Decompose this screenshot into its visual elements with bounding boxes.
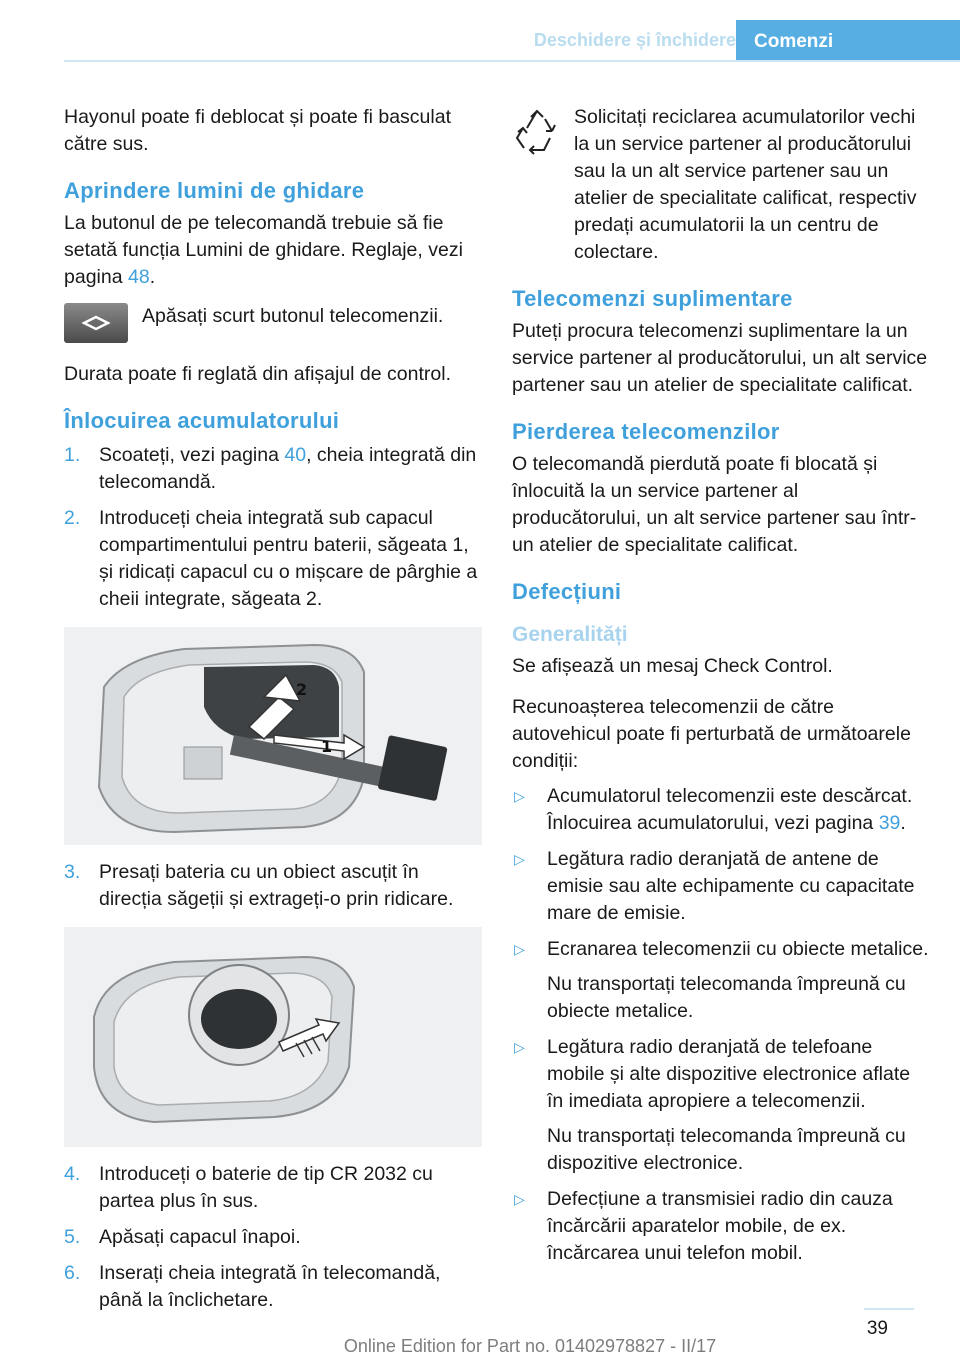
figure-battery-removal (64, 927, 482, 1147)
guide-paragraph: La butonul de pe telecomandă trebuie să fie setată funcția Lumini de ghidare. Reglaje, vezi pagina 48. (64, 212, 463, 288)
step-item: 4. Introduceți o baterie de tip CR 2032 cu partea plus în sus. (64, 1163, 433, 1212)
page-link-40[interactable]: 40 (284, 444, 307, 466)
duration-text: Durata poate fi reglată din afișajul de control. (64, 363, 451, 385)
step-item: 1. Scoateți, vezi pagina 40, cheia integrată din telecomandă. (64, 444, 477, 493)
heading-guide-lights: Aprindere lumini de ghidare (64, 178, 365, 203)
heading-extra-remotes: Telecomenzi suplimentare (512, 286, 793, 311)
recycle-icon (512, 108, 562, 163)
remote-button-instruction (64, 303, 482, 343)
lost-remotes-text: O telecomandă pierdută poate fi blocată și înlocuită la un service partener al producătorului, un alt service partener sau într-un atelier de specialitate calificat. (512, 453, 917, 556)
key-illustration (64, 627, 482, 845)
chapter-tab: Comenzi (736, 20, 960, 62)
triangle-bullet-icon: ▷ (514, 1039, 525, 1055)
right-column (512, 104, 930, 1276)
triangle-bullet-icon: ▷ (514, 1191, 525, 1207)
arrow-label-2: 2 (296, 680, 308, 699)
left-column (64, 104, 482, 1323)
header-rule (64, 60, 960, 62)
heading-battery-replace: Înlocuirea acumulatorului (64, 408, 340, 433)
list-item: ▷ Legătura radio deranjată de telefoane mobile și alte dispozitive electronice aflate în imediata apropiere a telecomenzii. Nu transportați telecomanda împreună cu dispozitive electronice. (512, 1034, 930, 1177)
figure-key-removal (64, 627, 482, 845)
footer-edition: Online Edition for Part no. 01402978827 - II/17 (343, 1336, 717, 1356)
intro-text: Hayonul poate fi deblocat și poate fi basculat către sus. (64, 106, 452, 155)
extra-remotes-text: Puteți procura telecomenzi suplimentare la un service partener al producătorului, un alt service partener sau un atelier de specialitate calificat. (512, 320, 928, 396)
page-link-48[interactable]: 48 (127, 266, 150, 288)
arrow-label-1: 1 (321, 737, 333, 756)
step-item: 5. Apăsați capacul înapoi. (64, 1226, 301, 1248)
recycle-note (512, 104, 930, 266)
triangle-bullet-icon: ▷ (514, 851, 525, 867)
recycle-text: Solicitați reciclarea acumulatorilor vechi la un service partener al producătorului sau la un alt service partener sau un atelier de specialitate calificat, respectiv predați acumulatorii la un centru de colectare. (574, 106, 917, 263)
list-item: ▷ Defecțiune a transmisiei radio din cauza încărcării aparatelor mobile, de ex. încărcarea unui telefon mobil. (514, 1188, 893, 1264)
heading-general: Generalități (512, 623, 628, 646)
running-header-section: Deschidere și închidere (533, 30, 736, 50)
steps-list-a (64, 442, 482, 613)
step-item: 3. Presați bateria cu un obiect ascuțit în direcția săgeții și extrageți-o prin ridicare. (64, 861, 454, 910)
page-number-rule (864, 1308, 914, 1310)
list-item: ▷ Acumulatorul telecomenzii este descărcat. Înlocuirea acumulatorului, vezi pagina 39. (514, 785, 913, 834)
steps-list-b (64, 1161, 482, 1314)
fault-conditions-list (512, 783, 930, 1267)
step-item: 6. Inserați cheia integrată în telecomandă, până la înclichetare. (64, 1262, 441, 1311)
general-text-2: Recunoașterea telecomenzii de către autovehicul poate fi perturbată de următoarele condiții: (512, 696, 911, 772)
triangle-bullet-icon: ▷ (514, 788, 525, 804)
battery-illustration (64, 927, 482, 1147)
remote-light-button-icon (64, 303, 128, 343)
list-item-note: Nu transportați telecomanda împreună cu obiecte metalice. (547, 973, 906, 1022)
general-text-1: Se afișează un mesaj Check Control. (512, 655, 833, 677)
list-item: ▷ Ecranarea telecomenzii cu obiecte metalice. Nu transportați telecomanda împreună cu obiecte metalice. (512, 936, 930, 1025)
list-item-note: Nu transportați telecomanda împreună cu dispozitive electronice. (547, 1125, 906, 1174)
triangle-bullet-icon: ▷ (514, 941, 525, 957)
heading-faults: Defecțiuni (512, 579, 622, 604)
list-item: ▷ Legătura radio deranjată de antene de emisie sau alte echipamente cu capacitate mare de emisie. (514, 848, 915, 924)
press-instruction: Apăsați scurt butonul telecomenzii. (142, 305, 444, 327)
page-number: 39 (866, 1318, 888, 1339)
heading-lost-remotes: Pierderea telecomenzilor (512, 419, 780, 444)
page-link-39[interactable]: 39 (878, 812, 901, 834)
step-item: 2. Introduceți cheia integrată sub capacul compartimentului pentru baterii, săgeata 1, și ridicați capacul cu o mișcare de pârghie a cheii integrate, săgeata 2. (64, 507, 478, 610)
steps-list-3 (64, 859, 482, 913)
